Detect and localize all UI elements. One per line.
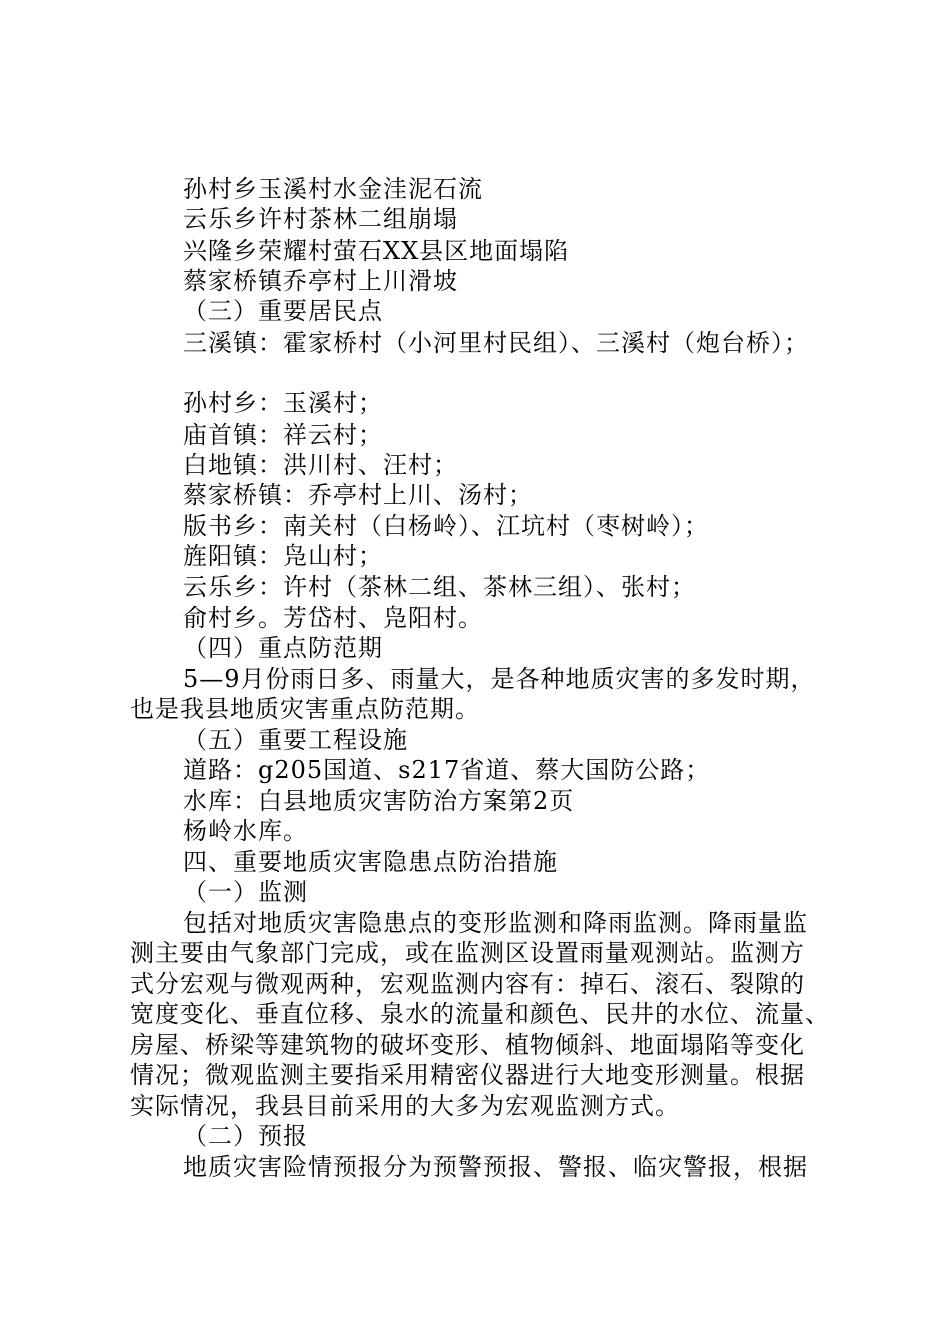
paragraph-line: 房屋、桥梁等建筑物的破坏变形、植物倾斜、地面塌陷等变化 — [130, 1031, 805, 1059]
paragraph-line: 测主要由气象部门完成，或在监测区设置雨量观测站。监测方 — [130, 939, 805, 967]
text-line: 旌阳镇：凫山村； — [183, 542, 383, 570]
text-line: 道路：g205国道、s217省道、蔡大国防公路； — [183, 756, 711, 784]
text-line: 版书乡：南关村（白杨岭）、江坑村（枣树岭）； — [183, 512, 709, 540]
text-line: 云乐乡许村茶林二组崩塌 — [183, 205, 458, 233]
section-heading: （三）重要居民点 — [183, 297, 383, 325]
paragraph-line: 也是我县地质灾害重点防范期。 — [130, 695, 480, 723]
text-line: 白地镇：洪川村、汪村； — [183, 451, 458, 479]
paragraph-line: 宽度变化、垂直位移、泉水的流量和颜色、民井的水位、流量、 — [130, 1000, 830, 1028]
section-heading: 四、重要地质灾害隐患点防治措施 — [183, 848, 558, 876]
text-line: 蔡家桥镇：乔亭村上川、汤村； — [183, 481, 533, 509]
text-line: 孙村乡：玉溪村； — [183, 389, 383, 417]
text-line: 杨岭水库。 — [183, 817, 308, 845]
section-heading: （二）预报 — [183, 1122, 308, 1150]
paragraph-line: 实际情况，我县目前采用的大多为宏观监测方式。 — [130, 1092, 680, 1120]
text-line: 俞村乡。芳岱村、凫阳村。 — [183, 604, 483, 632]
section-heading: （四）重点防范期 — [183, 634, 383, 662]
paragraph-line: 包括对地质灾害隐患点的变形监测和降雨监测。降雨量监 — [183, 909, 808, 937]
text-line: 孙村乡玉溪村水金洼泥石流 — [183, 175, 483, 203]
paragraph-line: 式分宏观与微观两种，宏观监测内容有：掉石、滚石、裂隙的 — [130, 970, 805, 998]
text-line: 庙首镇：祥云村； — [183, 421, 383, 449]
text-line: 水库：白县地质灾害防治方案第2页 — [183, 787, 575, 815]
text-line: 三溪镇：霍家桥村（小河里村民组）、三溪村（炮台桥）； — [183, 329, 809, 357]
text-line: 云乐乡：许村（茶林二组、茶林三组）、张村； — [183, 573, 696, 601]
section-heading: （一）监测 — [183, 878, 308, 906]
text-line: 兴隆乡荣耀村萤石XX县区地面塌陷 — [183, 237, 570, 265]
paragraph-line: 情况；微观监测主要指采用精密仪器进行大地变形测量。根据 — [130, 1061, 805, 1089]
paragraph-line: 地质灾害险情预报分为预警预报、警报、临灾警报，根据 — [183, 1153, 808, 1181]
paragraph-line: 5—9月份雨日多、雨量大，是各种地质灾害的多发时期， — [183, 665, 816, 693]
text-line: 蔡家桥镇乔亭村上川滑坡 — [183, 267, 458, 295]
section-heading: （五）重要工程设施 — [183, 726, 408, 754]
